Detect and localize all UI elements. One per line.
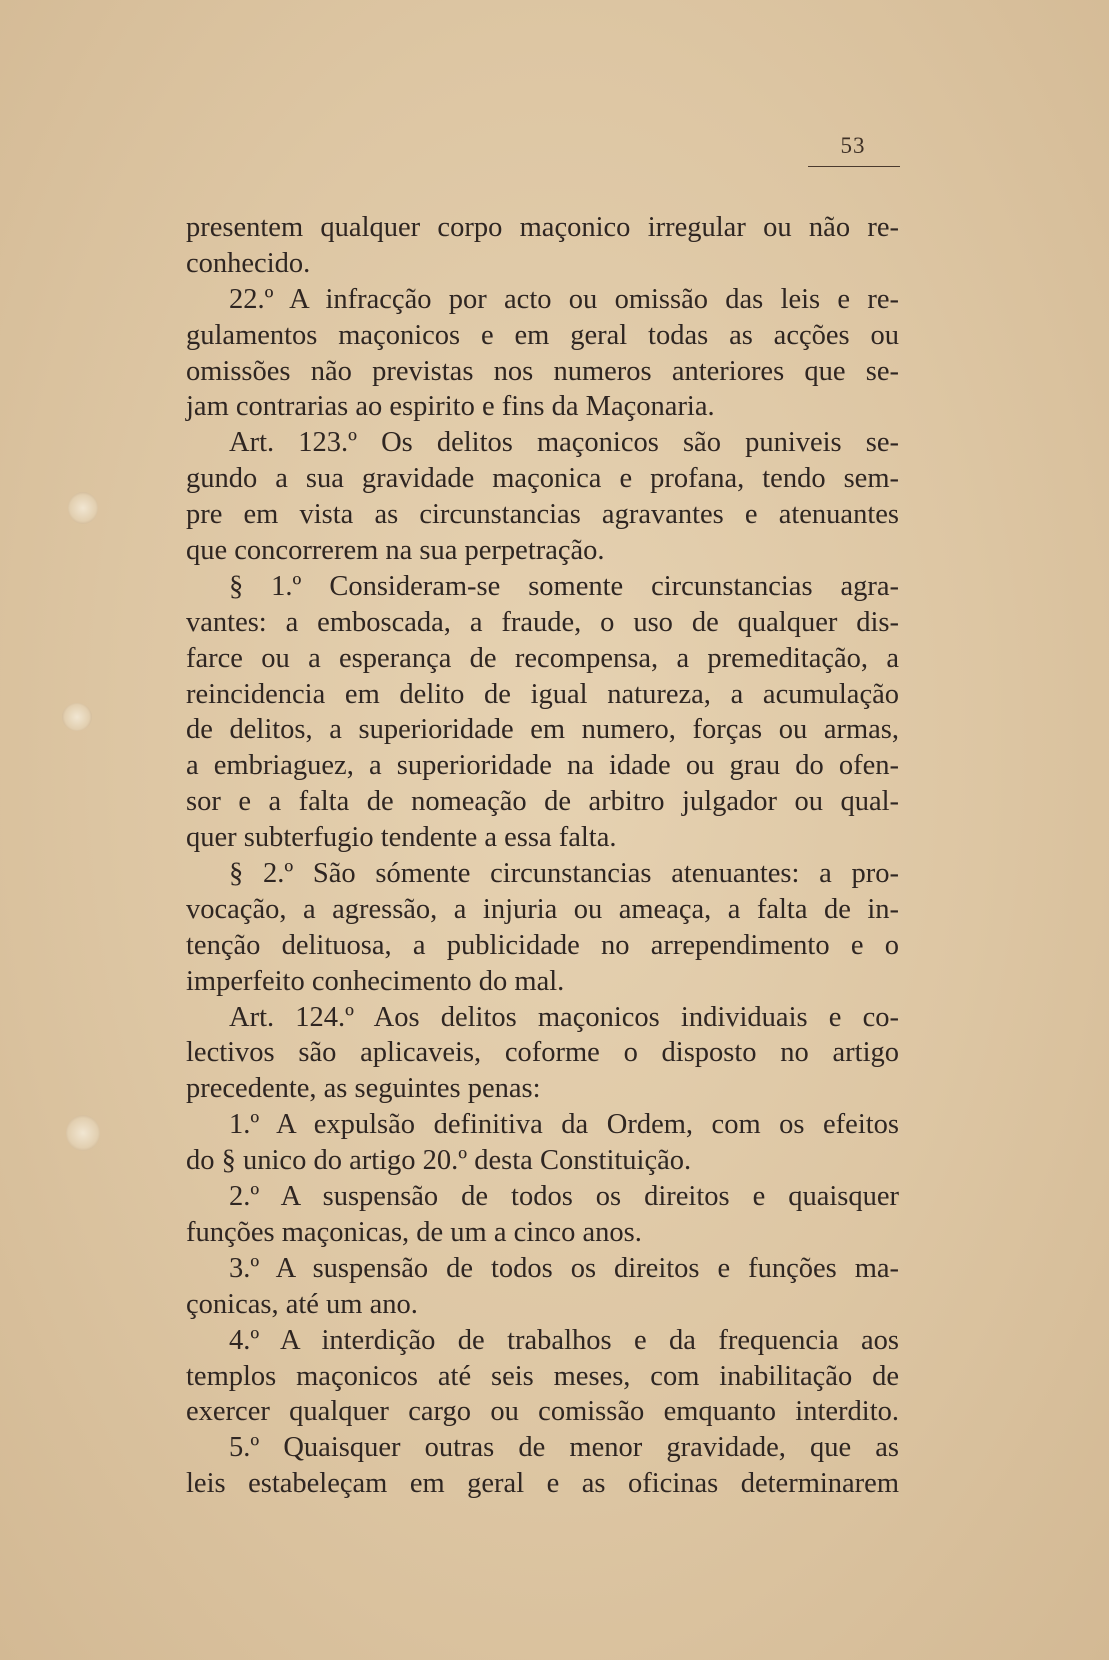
text-line: gundo a sua gravidade maçonica e profana, tendo sem- — [186, 463, 899, 495]
header-rule — [808, 166, 900, 167]
binding-hole-middle — [62, 703, 92, 731]
text-line: do § unico do artigo 20.º desta Constituição. — [186, 1145, 692, 1177]
text-line: § 1.º Consideram-se somente circunstancias agra- — [229, 570, 899, 602]
text-line: Art. 124.º Aos delitos maçonicos individuais e co- — [229, 1001, 899, 1033]
text-line: 2.º A suspensão de todos os direitos e quaisquer — [229, 1181, 899, 1213]
body-text — [186, 210, 899, 1502]
text-line: presentem qualquer corpo maçonico irregular ou não re- — [186, 212, 899, 243]
text-line: templos maçonicos até seis meses, com inabilitação de — [186, 1360, 899, 1392]
text-line: jam contrarias ao espirito e fins da Maçonaria. — [186, 391, 715, 423]
text-line: funções maçonicas, de um a cinco anos. — [186, 1216, 642, 1248]
text-line: 1.º A expulsão definitiva da Ordem, com os efeitos — [229, 1109, 899, 1141]
text-line: quer subterfugio tendente a essa falta. — [186, 822, 617, 854]
text-line: 4.º A interdição de trabalhos e da frequencia aos — [229, 1324, 899, 1356]
text-line: vantes: a emboscada, a fraude, o uso de qualquer dis- — [186, 606, 899, 638]
text-line: pre em vista as circunstancias agravantes e atenuantes — [186, 499, 899, 531]
text-line: 22.º A infracção por acto ou omissão das leis e re- — [229, 283, 899, 315]
text-line: lectivos são aplicaveis, coforme o disposto no artigo — [186, 1037, 899, 1069]
text-line: çonicas, até um ano. — [186, 1288, 418, 1320]
text-line: conhecido. — [186, 247, 311, 279]
binding-hole-top — [68, 492, 98, 524]
text-line: vocação, a agressão, a injuria ou ameaça, a falta de in- — [186, 893, 899, 925]
text-line: tenção delituosa, a publicidade no arrependimento e o — [186, 929, 899, 961]
text-line: omissões não previstas nos numeros anteriores que se- — [186, 355, 899, 387]
text-line: imperfeito conhecimento do mal. — [186, 965, 565, 997]
text-line: a embriaguez, a superioridade na idade ou grau do ofen- — [186, 750, 899, 782]
text-line: 3.º A suspensão de todos os direitos e funções ma- — [229, 1252, 899, 1284]
page-number: 53 — [840, 133, 866, 158]
binding-hole-bottom — [66, 1115, 100, 1151]
text-line: § 2.º São sómente circunstancias atenuantes: a pro- — [229, 858, 899, 890]
text-line: farce ou a esperança de recompensa, a premeditação, a — [186, 642, 899, 674]
text-line: de delitos, a superioridade em numero, forças ou armas, — [186, 714, 899, 746]
text-line: leis estabeleçam em geral e as oficinas determinarem — [186, 1468, 899, 1500]
text-line: precedente, as seguintes penas: — [186, 1073, 541, 1105]
text-line: exercer qualquer cargo ou comissão emquanto interdito. — [186, 1396, 899, 1428]
text-line: 5.º Quaisquer outras de menor gravidade, que as — [229, 1432, 899, 1464]
text-line: gulamentos maçonicos e em geral todas as acções ou — [186, 319, 899, 351]
text-line: que concorrerem na sua perpetração. — [186, 535, 605, 567]
text-line: reincidencia em delito de igual natureza, a acumulação — [186, 678, 899, 710]
text-line: sor e a falta de nomeação de arbitro julgador ou qual- — [186, 786, 899, 818]
text-line: Art. 123.º Os delitos maçonicos são puniveis se- — [229, 427, 899, 459]
